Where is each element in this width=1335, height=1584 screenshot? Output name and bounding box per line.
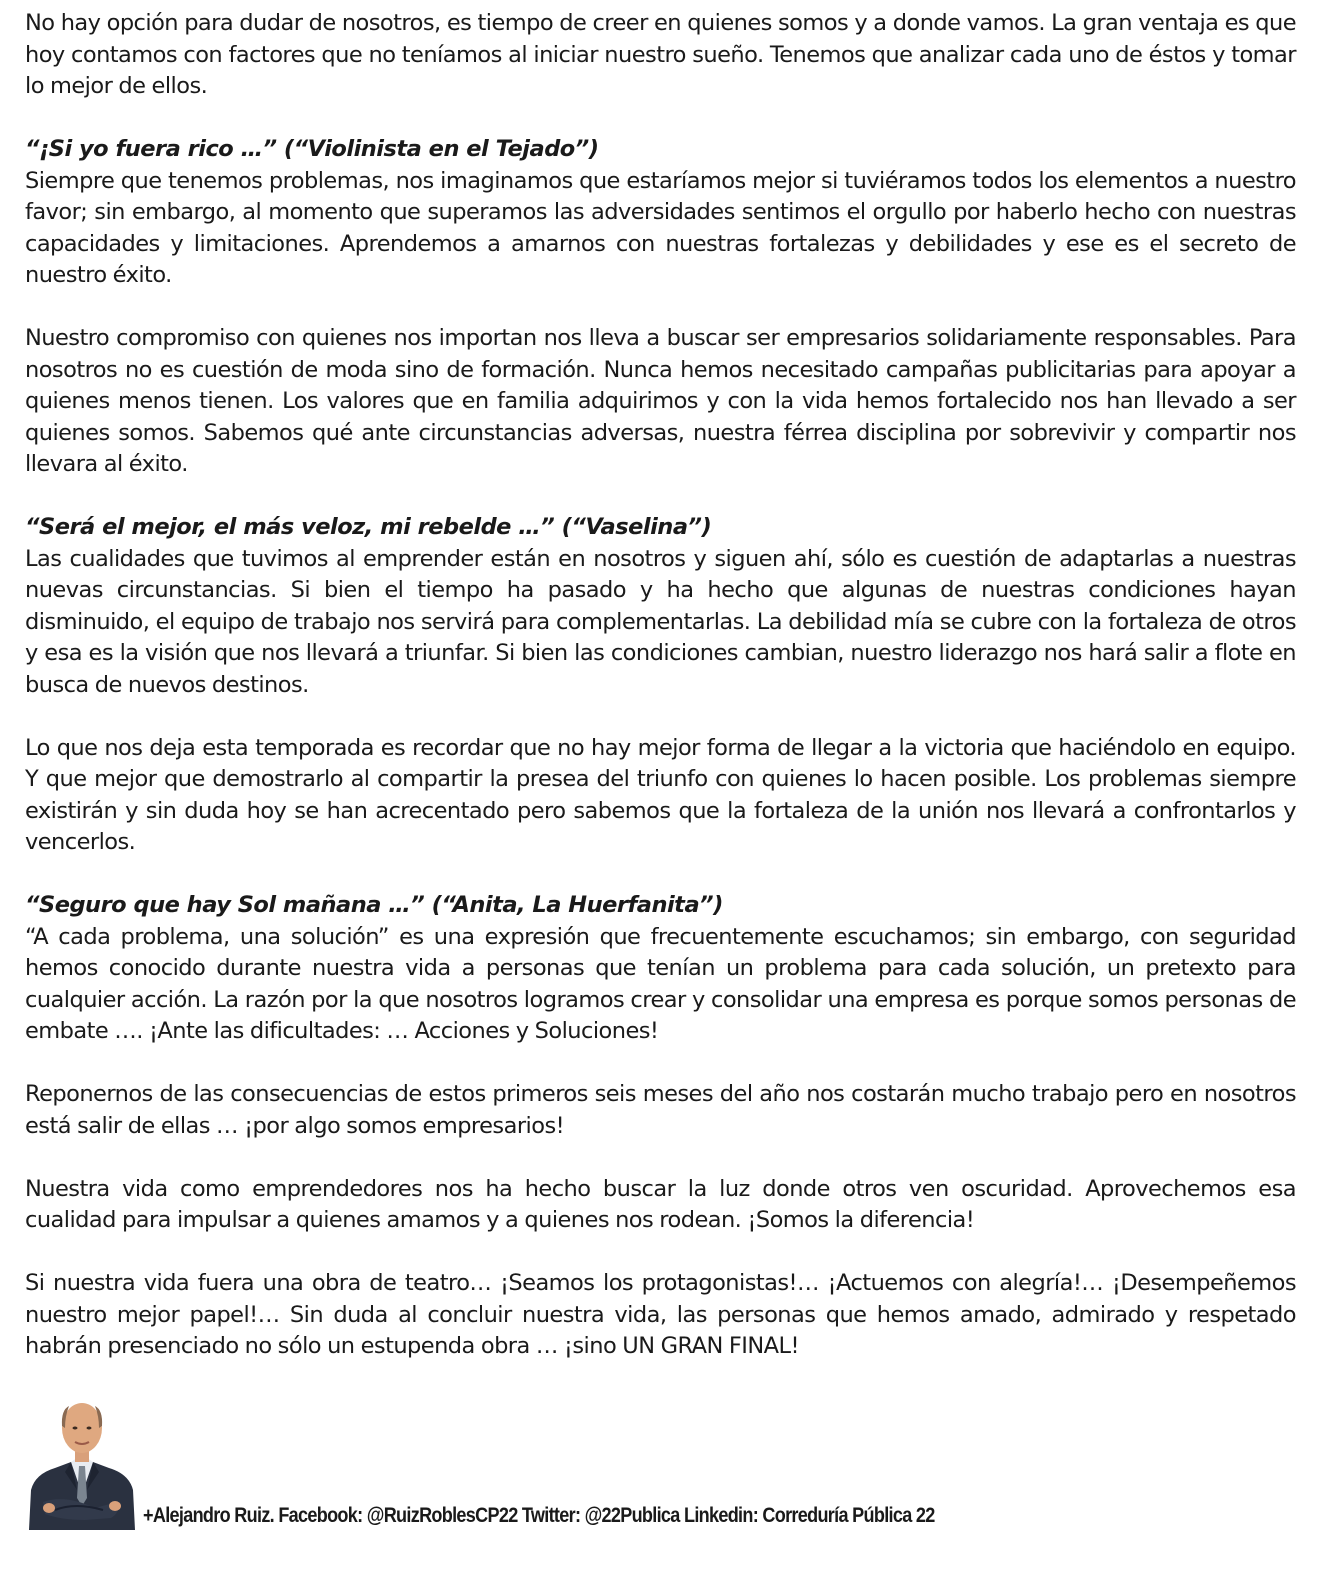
paragraph-reponernos: Reponernos de las consecuencias de estos primeros seis meses del año nos costarán mucho trabajo pero en nosotros está salir de ellas … ¡por algo somos empresarios! [25,1081,1296,1139]
paragraph-temporada: Lo que nos deja esta temporada es recordar que no hay mejor forma de llegar a la victoria que haciéndolo en equipo. Y que mejor que demostrarlo al compartir la presea del triunfo con quienes lo hacen posible. Los problemas siempre existirán y sin duda hoy se han acrecentado pero sabemos que la fortaleza de la unión nos llevará a confrontarlos y vencerlos. [25,734,1296,855]
paragraph-problemas: Siempre que tenemos problemas, nos imaginamos que estaríamos mejor si tuviéramos todos los elementos a nuestro favor; sin embargo, al momento que superamos las adversidades sentimos el orgullo por haberlo hecho con nuestras capacidades y limitaciones. Aprendemos a amarnos con nuestras fortalezas y debilidades y ese es el secreto de nuestro éxito. [25,167,1296,288]
author-block [25,1398,1296,1538]
paragraph-compromiso: Nuestro compromiso con quienes nos importan nos lleva a buscar ser empresarios solidariamente responsables. Para nosotros no es cuestión de moda sino de formación. Nunca hemos necesitado campañas publicitarias para apoyar a quienes menos tienen. Los valores que en familia adquirimos y con la vida hemos fortalecido nos han llevado a ser quienes somos. Sabemos qué ante circunstancias adversas, nuestra férrea disciplina por sobrevivir y compartir nos llevara al éxito. [25,325,1296,477]
paragraph-emprendedores: Nuestra vida como emprendedores nos ha hecho buscar la luz donde otros ven oscuridad. Aprovechemos esa cualidad para impulsar a quienes amamos y a quienes nos rodean. ¡Somos la diferencia! [25,1175,1296,1233]
author-credit: +Alejandro Ruiz. Facebook: @RuizRoblesCP22 Twitter: @22Publica Linkedin: Correduría Pública 22 [143,1504,935,1527]
paragraph-teatro: Si nuestra vida fuera una obra de teatro… ¡Seamos los protagonistas!… ¡Actuemos con alegría!… ¡Desempeñemos nuestro mejor papel!… Sin duda al concluir nuestra vida, las personas que hemos amado, admirado y respetado habrán presenciado no sólo un estupenda obra … ¡sino UN GRAN FINAL! [25,1270,1296,1359]
paragraph-cualidades: Las cualidades que tuvimos al emprender están en nosotros y siguen ahí, sólo es cuestión de adaptarlas a nuestras nuevas circunstancias. Si bien el tiempo ha pasado y ha hecho que algunas de nuestras condiciones hayan disminuido, el equipo de trabajo nos servirá para complementarlas. La debilidad mía se cubre con la fortaleza de otros y esa es la visión que nos llevará a triunfar. Si bien las condiciones cambian, nuestro liderazgo nos hará salir a flote en busca de nuevos destinos. [25,545,1296,698]
section-heading-anita: “Seguro que hay Sol mañana …” (“Anita, La Huerfanita”) [25,892,723,918]
paragraph-intro: No hay opción para dudar de nosotros, es tiempo de creer en quienes somos y a donde vamos. La gran ventaja es que hoy contamos con factores que no teníamos al iniciar nuestro sueño. Tenemos que analizar cada uno de éstos y tomar lo mejor de ellos. [25,10,1296,99]
article-body [25,8,1296,1363]
author-photo [25,1398,138,1530]
section-heading-vaselina: “Será el mejor, el más veloz, mi rebelde …” (“Vaselina”) [25,514,712,540]
paragraph-solucion: “A cada problema, una solución” es una expresión que frecuentemente escuchamos; sin embargo, con seguridad hemos conocido durante nuestra vida a personas que tenían un problema para cada solución, un pretexto para cualquier acción. La razón por la que nosotros logramos crear y consolidar una empresa es porque somos personas de embate …. ¡Ante las dificultades: … Acciones y Soluciones! [25,923,1296,1044]
section-heading-violinista: “¡Si yo fuera rico …” (“Violinista en el Tejado”) [25,136,599,162]
